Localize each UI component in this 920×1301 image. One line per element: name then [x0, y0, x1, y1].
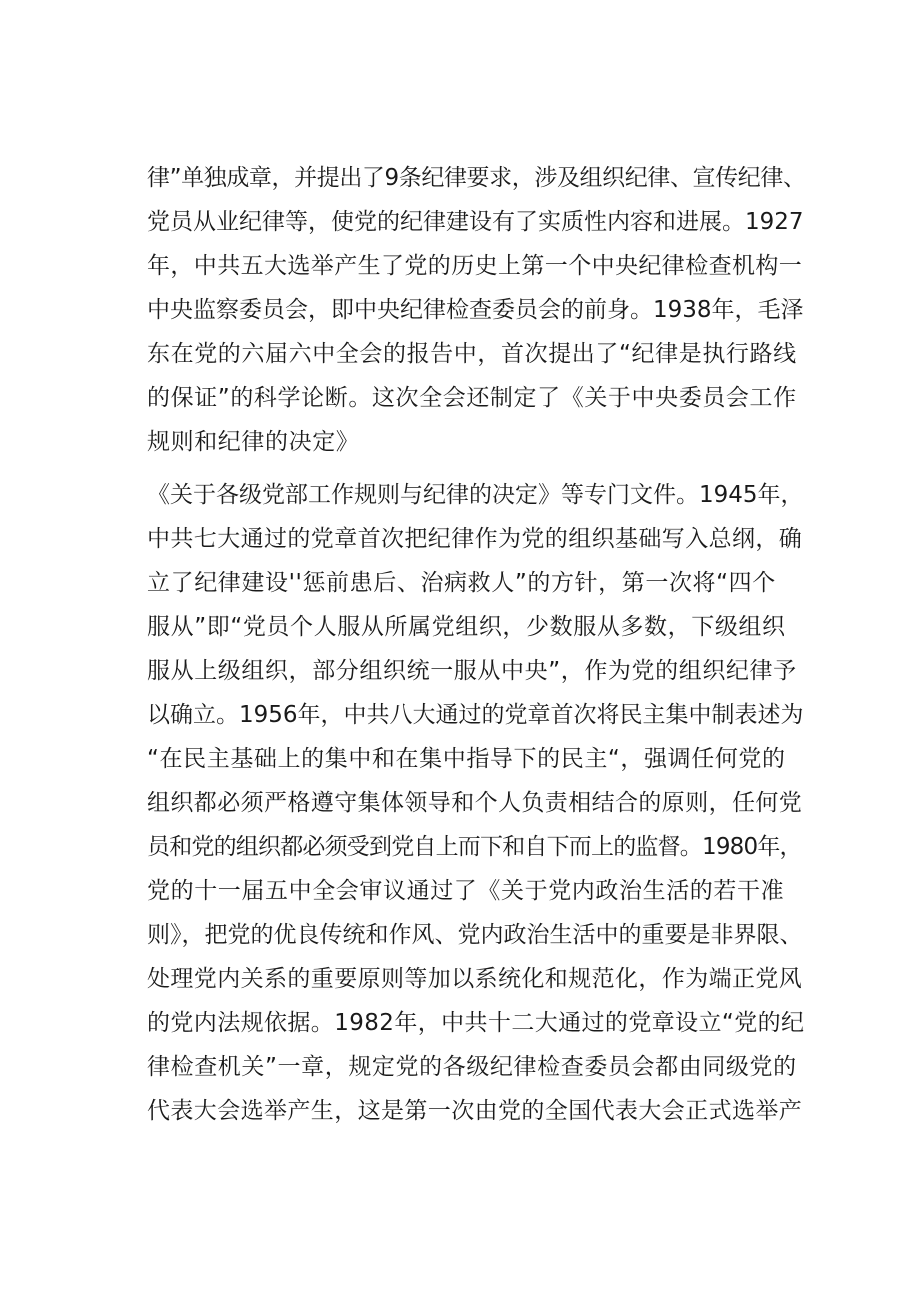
text-line: 代表大会选举产生，这是第一次由党的全国代表大会正式选举产 [147, 1098, 803, 1124]
text-line: 东在党的六届六中全会的报告中，首次提出了“纪律是执行路线 [147, 341, 797, 367]
text-line: 的保证”的科学论断。这次全会还制定了《关于中央委员会工作 [147, 385, 797, 411]
text-line: 员和党的组织都必须受到党自上而下和自下而上的监督。1980年， [147, 834, 802, 860]
document-body [147, 156, 807, 1133]
text-line: 规则和纪律的决定》 [147, 429, 360, 455]
text-line: 律检查机关”一章，规定党的各级纪律检查委员会都由同级党的 [147, 1054, 797, 1080]
text-line: 党员从业纪律等，使党的纪律建设有了实质性内容和进展。1927 [147, 209, 804, 235]
text-line: 的党内法规依据。1982年，中共十二大通过的党章设立“党的纪 [147, 1010, 805, 1036]
paragraph-1 [147, 156, 807, 464]
text-line: 律”单独成章，并提出了9条纪律要求，涉及组织纪律、宣传纪律、 [147, 165, 806, 191]
text-line: 组织都必须严格遵守集体领导和个人负责相结合的原则，任何党 [147, 790, 803, 816]
text-line: 中央监察委员会，即中央纪律检查委员会的前身。1938年，毛泽 [147, 297, 804, 323]
paragraph-2 [147, 473, 807, 1133]
text-line: “在民主基础上的集中和在集中指导下的民主“，强调任何党的 [147, 746, 786, 772]
text-line: 《关于各级党部工作规则与纪律的决定》等专门文件。1945年， [147, 482, 804, 508]
text-line: 立了纪律建设''惩前患后、治病救人”的方针，第一次将“四个 [147, 570, 776, 596]
text-line: 处理党内关系的重要原则等加以系统化和规范化，作为端正党风 [147, 966, 803, 992]
text-line: 服从”即“党员个人服从所属党组织，少数服从多数，下级组织 [147, 614, 786, 640]
text-line: 则》，把党的优良传统和作风、党内政治生活中的重要是非界限、 [147, 922, 803, 948]
text-line: 服从上级组织，部分组织统一服从中央”，作为党的组织纪律予 [147, 658, 797, 684]
text-line: 年，中共五大选举产生了党的历史上第一个中央纪律检查机构一 [147, 253, 803, 279]
text-line: 党的十一届五中全会审议通过了《关于党内政治生活的若干准 [147, 878, 785, 904]
text-line: 中共七大通过的党章首次把纪律作为党的组织基础写入总纲，确 [147, 526, 803, 552]
text-line: 以确立。1956年，中共八大通过的党章首次将民主集中制表述为 [147, 702, 804, 728]
